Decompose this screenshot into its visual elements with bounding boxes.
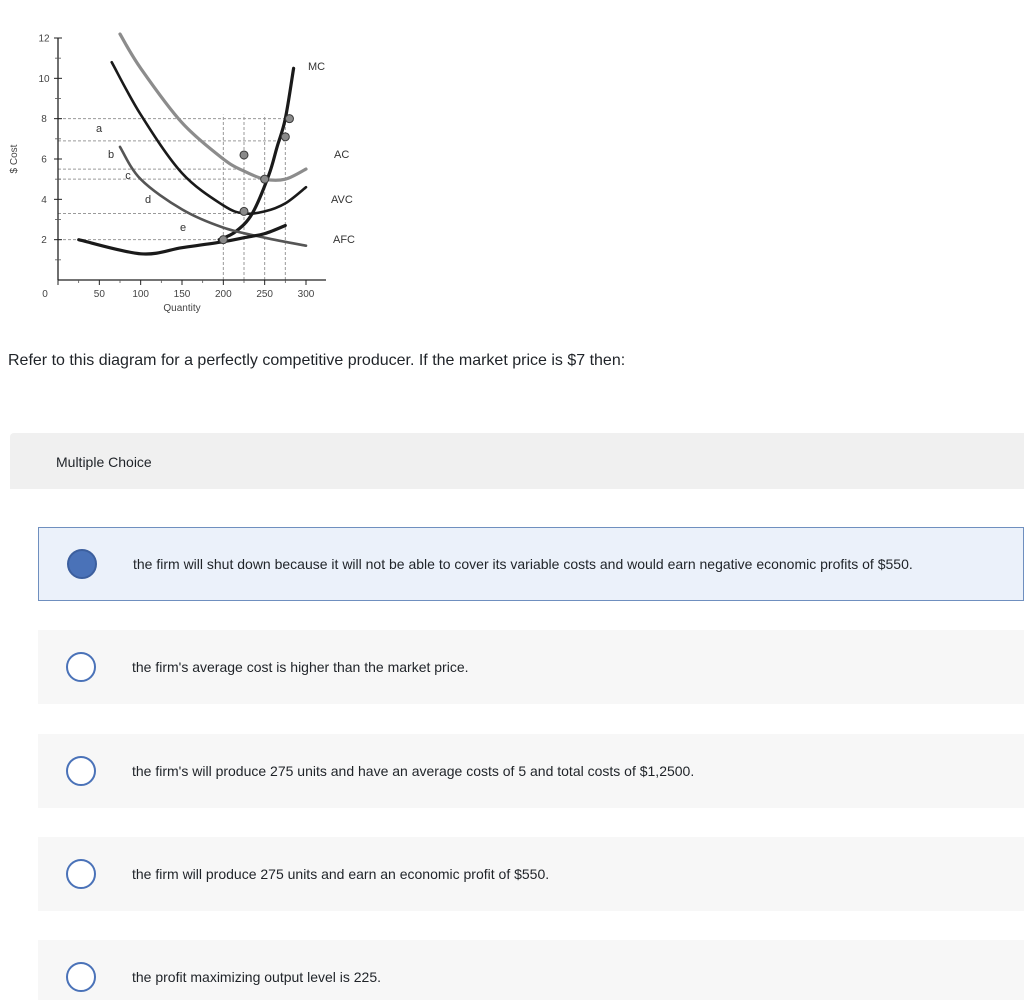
answer-option-text: the firm will shut down because it will not be able to cover its variable costs and would earn negative economic profits of $550. bbox=[133, 556, 913, 572]
guide-label-c: c bbox=[125, 170, 131, 182]
multiple-choice-label: Multiple Choice bbox=[56, 454, 152, 470]
answer-option-4[interactable] bbox=[38, 837, 1024, 911]
curve-label-avc: AVC bbox=[331, 194, 353, 206]
x-tick-label: 0 bbox=[42, 289, 48, 300]
curve-label-afc: AFC bbox=[333, 234, 355, 246]
guide-label-d: d bbox=[144, 194, 152, 206]
x-tick-label: 100 bbox=[132, 289, 150, 300]
guide-label-a: a bbox=[95, 123, 103, 135]
multiple-choice-header bbox=[10, 433, 1024, 489]
answer-option-text: the firm will produce 275 units and earn an economic profit of $550. bbox=[132, 866, 550, 882]
radio-unselected-icon[interactable] bbox=[66, 756, 96, 786]
intersection-point bbox=[285, 115, 293, 123]
radio-unselected-icon[interactable] bbox=[66, 859, 96, 889]
y-tick-label: 6 bbox=[41, 154, 47, 166]
x-tick-label: 200 bbox=[214, 289, 232, 300]
y-axis-label: $ Cost bbox=[9, 144, 20, 174]
answer-option-2[interactable] bbox=[38, 630, 1024, 704]
curve-ac bbox=[120, 34, 306, 180]
guide-label-b: b bbox=[107, 149, 115, 161]
y-tick-label: 10 bbox=[38, 73, 50, 85]
guide-label-e: e bbox=[179, 222, 187, 234]
y-tick-label: 2 bbox=[41, 235, 47, 247]
answer-option-3[interactable] bbox=[38, 734, 1024, 808]
radio-unselected-icon[interactable] bbox=[66, 962, 96, 992]
question-text: Refer to this diagram for a perfectly competitive producer. If the market price is $7 then: bbox=[8, 352, 626, 369]
curve-avc bbox=[112, 62, 306, 214]
radio-selected-icon[interactable] bbox=[67, 549, 97, 579]
x-tick-label: 250 bbox=[256, 289, 274, 300]
intersection-point bbox=[281, 133, 289, 141]
curve-label-ac: AC bbox=[334, 149, 350, 161]
answer-option-text: the profit maximizing output level is 225. bbox=[132, 969, 382, 985]
answer-option-5[interactable] bbox=[38, 940, 1024, 1000]
x-tick-label: 300 bbox=[297, 289, 315, 300]
answer-option-text: the firm's average cost is higher than the market price. bbox=[132, 659, 469, 675]
intersection-point bbox=[219, 236, 227, 244]
y-tick-label: 12 bbox=[38, 33, 50, 45]
answer-option-1[interactable] bbox=[38, 527, 1024, 601]
intersection-point bbox=[240, 151, 248, 159]
answer-option-text: the firm's will produce 275 units and have an average costs of 5 and total costs of $1,2500. bbox=[132, 763, 695, 779]
y-tick-label: 8 bbox=[41, 114, 47, 126]
intersection-point bbox=[240, 207, 248, 215]
cost-curves-chart bbox=[0, 18, 386, 323]
x-tick-label: 150 bbox=[173, 289, 191, 300]
y-tick-label: 4 bbox=[41, 194, 47, 206]
cost-curves-diagram bbox=[0, 18, 386, 323]
curve-label-mc: MC bbox=[308, 61, 326, 73]
x-axis-label: Quantity bbox=[163, 303, 201, 314]
intersection-point bbox=[261, 175, 269, 183]
radio-unselected-icon[interactable] bbox=[66, 652, 96, 682]
x-tick-label: 50 bbox=[93, 289, 105, 300]
